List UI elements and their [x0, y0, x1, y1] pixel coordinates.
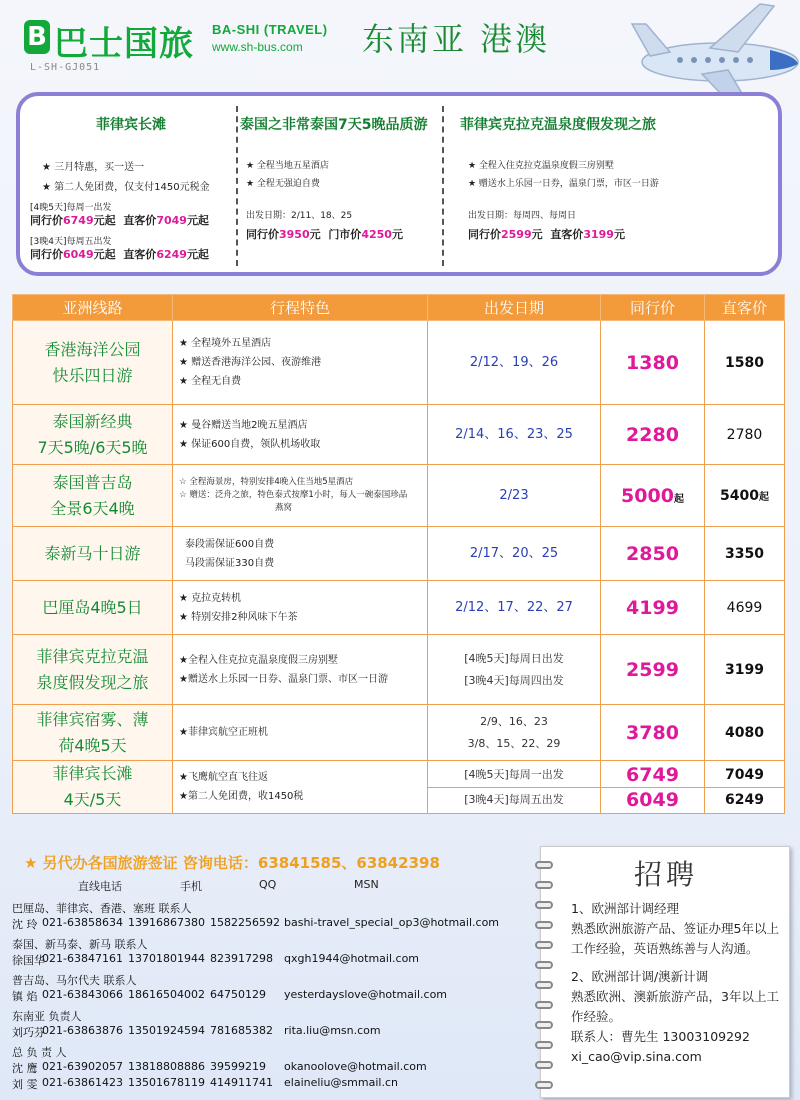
- promo-price-line: 同行价2599元 直客价3199元: [468, 228, 625, 241]
- document-code: L-SH-GJ051: [30, 62, 101, 73]
- promo-thailand[interactable]: [240, 96, 445, 272]
- recruit-body: [571, 899, 783, 1067]
- promo-line: ★ 三月特惠，买一送一: [42, 162, 145, 173]
- contact-row: 刘巧芬 021-63863876 13501924594 781685382 rita.liu@msn.com: [12, 1024, 381, 1039]
- route-name: 泰国新经典 7天5晚/6天5晚: [13, 405, 173, 465]
- route-table: [12, 294, 785, 814]
- contact-header-phone: 直线电话: [78, 880, 122, 893]
- promo-price-line: 同行价3950元 门市价4250元: [246, 228, 403, 241]
- retail-price: 5400起: [705, 465, 785, 527]
- recruit-title: 招聘: [633, 858, 698, 891]
- promo-depart: 出发日期：2/11、18、25: [246, 211, 353, 221]
- table-row[interactable]: [13, 761, 785, 814]
- job-desc: 熟悉欧洲旅游产品、签证办理5年以上工作经验，英语熟练善与人沟通。: [571, 921, 779, 956]
- route-name: 泰国普吉岛 全景6天4晚: [13, 465, 173, 527]
- binder-ring-icon: [535, 921, 553, 929]
- retail-price: 2780: [705, 405, 785, 465]
- col-header-peer-price: 同行价: [601, 295, 705, 321]
- msn-link[interactable]: elaineliu@smmail.cn: [284, 1076, 398, 1089]
- binder-ring-icon: [535, 1001, 553, 1009]
- route-features: 泰段需保证600自费 马段需保证330自费: [173, 527, 428, 581]
- promo-price-line: 同行价6749元起 直客价7049元起: [30, 214, 209, 227]
- route-features: ★ 曼谷赠送当地2晚五星酒店 ★ 保证600自费，领队机场收取: [173, 405, 428, 465]
- recruit-email[interactable]: xi_cao@vip.sina.com: [571, 1049, 702, 1064]
- peer-price: 2599: [601, 635, 705, 705]
- recruitment-card: [540, 846, 790, 1098]
- promo-boracay[interactable]: [26, 96, 236, 272]
- company-website[interactable]: www.sh-bus.com: [212, 40, 303, 54]
- binder-ring-icon: [535, 1041, 553, 1049]
- promo-line: ★ 全程入住克拉克温泉度假三房别墅: [468, 161, 614, 171]
- binder-ring-icon: [535, 1021, 553, 1029]
- peer-price: 3780: [601, 705, 705, 761]
- contact-header-msn: MSN: [354, 878, 379, 891]
- promo-line: ★ 赠送水上乐园一日券，温泉门票，市区一日游: [468, 179, 659, 189]
- featured-promotions: [16, 92, 782, 276]
- promo-title: 泰国之非常泰国7天5晚品质游: [240, 117, 428, 133]
- contact-group-label: 巴厘岛、菲律宾、香港、塞班 联系人: [12, 902, 192, 915]
- contact-row: 徐国华 021-63847161 13701801944 823917298 qxgh1944@hotmail.com: [12, 952, 420, 967]
- route-dates: [4晚5天]每周一出发 [3晚4天]每周五出发: [428, 761, 601, 814]
- route-name: 巴厘岛4晚5日: [13, 581, 173, 635]
- promo-divider: [236, 106, 238, 266]
- contact-row: 镇 焰 021-63843066 18616504002 64750129 yesterdayslove@hotmail.com: [12, 988, 448, 1003]
- msn-link[interactable]: yesterdayslove@hotmail.com: [284, 988, 448, 1001]
- company-logo-mark: B: [24, 20, 50, 54]
- binder-ring-icon: [535, 1061, 553, 1069]
- table-row[interactable]: [13, 635, 785, 705]
- table-row[interactable]: [13, 581, 785, 635]
- contact-group-label: 普吉岛、马尔代夫 联系人: [12, 974, 137, 987]
- contact-row: 沈 鹰 021-63902057 13818808886 39599219 okanoolove@hotmail.com: [12, 1060, 427, 1075]
- col-header-dates: 出发日期: [428, 295, 601, 321]
- job-desc: 熟悉欧洲、澳新旅游产品，3年以上工作经验。: [571, 989, 779, 1024]
- route-features: ☆ 全程海景房，特别安排4晚入住当地5星酒店 ☆ 赠送：泛舟之旅，特色泰式按摩1小时，每人一碗泰国珍品 燕窝: [173, 465, 428, 527]
- table-row[interactable]: [13, 465, 785, 527]
- route-name: 菲律宾宿雾、薄 荷4晚5天: [13, 705, 173, 761]
- retail-price: 3199: [705, 635, 785, 705]
- peer-price: 2850: [601, 527, 705, 581]
- contact-group-label: 泰国、新马泰、新马 联系人: [12, 938, 148, 951]
- promo-line: ★ 全程无强迫自费: [246, 179, 320, 189]
- promo-clark[interactable]: [450, 96, 780, 272]
- peer-price: 2280: [601, 405, 705, 465]
- retail-price: 3350: [705, 527, 785, 581]
- promo-price-line: 同行价6049元起 直客价6249元起: [30, 248, 209, 261]
- route-dates: 2/23: [428, 465, 601, 527]
- route-name: 菲律宾克拉克温 泉度假发现之旅: [13, 635, 173, 705]
- route-features: ★ 全程境外五星酒店 ★ 赠送香港海洋公园、夜游维港 ★ 全程无自费: [173, 321, 428, 405]
- msn-link[interactable]: rita.liu@msn.com: [284, 1024, 381, 1037]
- table-row[interactable]: [13, 527, 785, 581]
- promo-line: ★ 全程当地五星酒店: [246, 161, 329, 171]
- peer-price: 5000起: [601, 465, 705, 527]
- retail-price: 1580: [705, 321, 785, 405]
- route-dates: 2/14、16、23、25: [428, 405, 601, 465]
- route-features: ★全程入住克拉克温泉度假三房别墅 ★赠送水上乐园一日券、温泉门票、市区一日游: [173, 635, 428, 705]
- route-dates: 2/9、16、23 3/8、15、22、29: [428, 705, 601, 761]
- company-name-en: BA-SHI (TRAVEL): [212, 22, 328, 37]
- promo-title: 菲律宾克拉克温泉度假发现之旅: [460, 117, 656, 133]
- peer-price: 6749 6049: [601, 761, 705, 814]
- contact-header-mobile: 手机: [180, 880, 202, 893]
- col-header-features: 行程特色: [173, 295, 428, 321]
- route-dates: 2/12、19、26: [428, 321, 601, 405]
- contact-row: 刘 雯 021-63861423 13501678119 414911741 elaineliu@smmail.cn: [12, 1076, 398, 1091]
- table-row[interactable]: [13, 705, 785, 761]
- msn-link[interactable]: bashi-travel_special_op3@hotmail.com: [284, 916, 500, 929]
- route-name: 菲律宾长滩 4天/5天: [13, 761, 173, 814]
- promo-title: 菲律宾长滩: [96, 117, 166, 133]
- promo-note: [4晚5天]每周一出发: [30, 203, 112, 213]
- binder-ring-icon: [535, 961, 553, 969]
- route-dates: 2/17、20、25: [428, 527, 601, 581]
- table-row[interactable]: [13, 321, 785, 405]
- peer-price: 4199: [601, 581, 705, 635]
- header: [0, 0, 800, 85]
- company-name: 巴士国旅: [54, 24, 194, 64]
- job-title: 1、欧洲部计调经理: [571, 901, 679, 916]
- visa-service-banner: ★ 另代办各国旅游签证 咨询电话：63841585、63842398: [24, 854, 440, 872]
- binder-ring-icon: [535, 901, 553, 909]
- promo-note: [3晚4天]每周五出发: [30, 237, 112, 247]
- msn-link[interactable]: okanoolove@hotmail.com: [284, 1060, 427, 1073]
- recruit-contact: 联系人：曹先生 13003109292: [571, 1029, 750, 1044]
- col-header-route: 亚洲线路: [13, 295, 173, 321]
- contact-group-label: 东南亚 负责人: [12, 1010, 82, 1023]
- binder-ring-icon: [535, 1081, 553, 1089]
- route-features: ★菲律宾航空正班机: [173, 705, 428, 761]
- table-header-row: [13, 295, 785, 321]
- promo-line: ★ 第二人免团费，仅支付1450元税金: [42, 182, 210, 193]
- job-title: 2、欧洲部计调/澳新计调: [571, 969, 709, 984]
- promo-depart: 出发日期：每周四、每周日: [468, 211, 577, 221]
- route-features: ★ 克拉克转机 ★ 特别安排2种风味下午茶: [173, 581, 428, 635]
- table-row[interactable]: [13, 405, 785, 465]
- retail-price: 4080: [705, 705, 785, 761]
- retail-price: 4699: [705, 581, 785, 635]
- binder-ring-icon: [535, 941, 553, 949]
- col-header-retail-price: 直客价: [705, 295, 785, 321]
- region-title: 东南亚 港澳: [362, 20, 551, 58]
- contact-group-label: 总 负 责 人: [12, 1046, 67, 1059]
- contact-row: 沈 玲 021-63858634 13916867380 1582256592 bashi-travel_special_op3@hotmail.com: [12, 916, 500, 931]
- route-dates: [4晚5天]每周日出发 [3晚4天]每周四出发: [428, 635, 601, 705]
- msn-link[interactable]: qxgh1944@hotmail.com: [284, 952, 420, 965]
- contact-header-qq: QQ: [259, 878, 277, 891]
- peer-price: 1380: [601, 321, 705, 405]
- binder-ring-icon: [535, 981, 553, 989]
- promo-divider: [442, 106, 444, 266]
- route-name: 泰新马十日游: [13, 527, 173, 581]
- retail-price: 7049 6249: [705, 761, 785, 814]
- route-dates: 2/12、17、22、27: [428, 581, 601, 635]
- route-features: ★飞鹰航空直飞往返 ★第二人免团费，收1450税: [173, 761, 428, 814]
- route-name: 香港海洋公园 快乐四日游: [13, 321, 173, 405]
